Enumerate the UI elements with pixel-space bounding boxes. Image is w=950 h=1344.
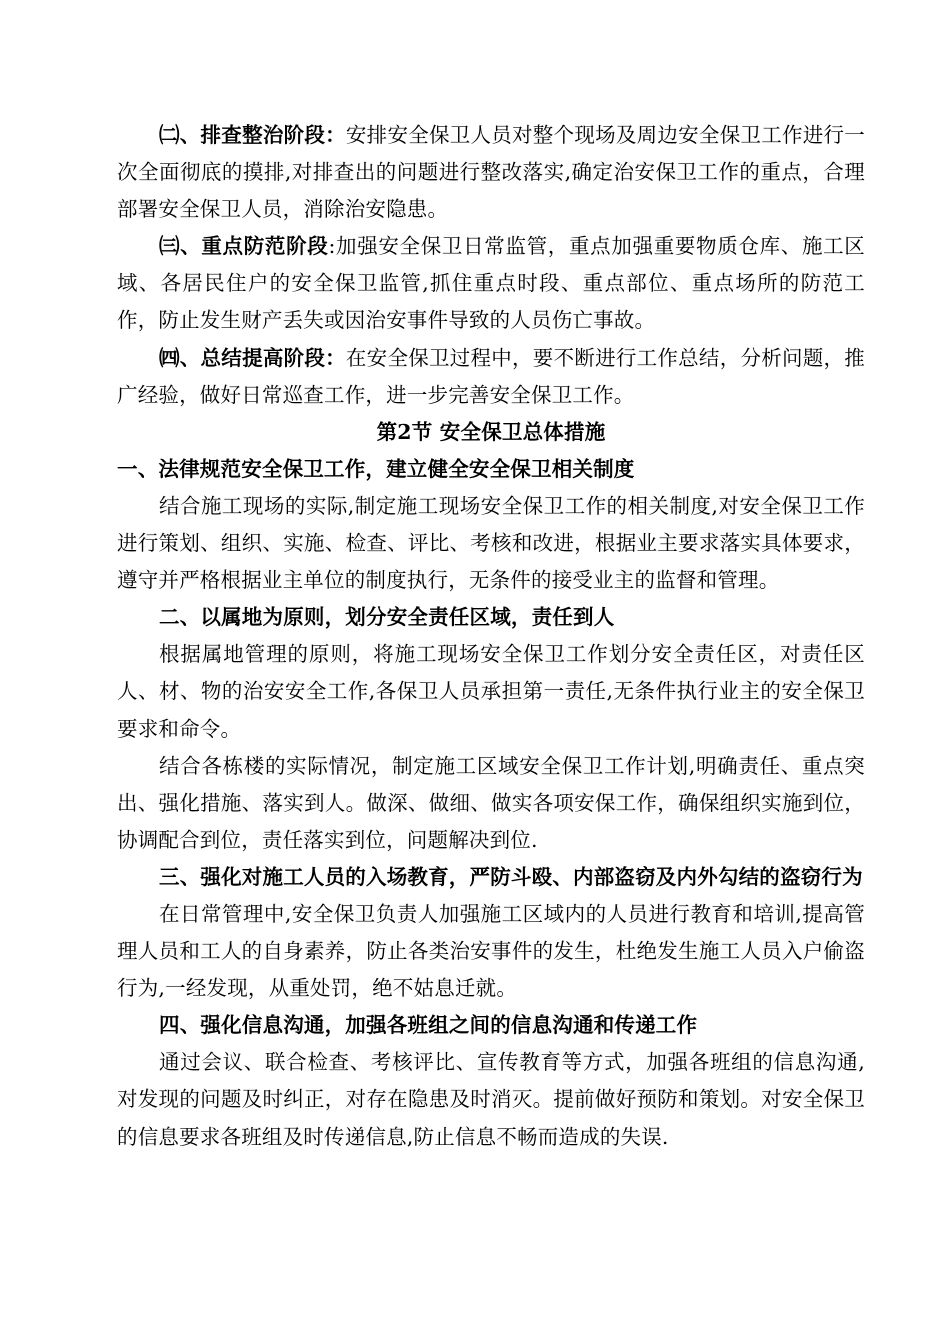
heading-information-communication: 四、强化信息沟通，加强各班组之间的信息沟通和传递工作 [159, 1013, 698, 1038]
body-territorial-principle-a: 根据属地管理的原则，将施工现场安全保卫工作划分安全责任区，对责任区人、材、物的治安安全工作,各保卫人员承担第一责任,无条件执行业主的安全保卫要求和命令。 [117, 642, 865, 741]
paragraph-summary-phase [117, 340, 865, 414]
heading-territorial-principle: 二、以属地为原则，划分安全责任区域，责任到人 [159, 605, 615, 630]
document-body [117, 117, 865, 1156]
body-entry-education: 在日常管理中,安全保卫负责人加强施工区域内的人员进行教育和培训,提高管理人员和工人的自身素养，防止各类治安事件的发生，杜绝发生施工人员入户偷盗行为,一经发现，从重处罚，绝不姑息迁就。 [117, 901, 865, 1001]
paragraph-investigation-phase [117, 117, 865, 228]
body-legal-standards: 结合施工现场的实际,制定施工现场安全保卫工作的相关制度,对安全保卫工作进行策划、组织、实施、检查、评比、考核和改进，根据业主要求落实具体要求，遵守并严格根据业主单位的制度执行，无条件的接受业主的监督和管理。 [117, 493, 865, 593]
paragraph-lead: ㈡、排查整治阶段： [159, 123, 346, 147]
paragraph-lead: ㈣、总结提高阶段： [159, 345, 346, 370]
section-title: 第2节 安全保卫总体措施 [376, 419, 606, 444]
body-information-communication: 通过会议、联合检查、考核评比、宣传教育等方式，加强各班组的信息沟通,对发现的问题及时纠正，对存在隐患及时消灭。提前做好预防和策划。对安全保卫的信息要求各班组及时传递信息,防止信息不畅而造成的失误. [117, 1050, 865, 1149]
paragraph-prevention-phase [117, 228, 865, 339]
heading-entry-education: 三、强化对施工人员的入场教育，严防斗殴、内部盗窃及内外勾结的盗窃行为 [159, 864, 863, 889]
paragraph-text: 安排安全保卫人员对整个现场及周边安全保卫工作进行一次全面彻底的摸排,对排查出的问题进行整改落实,确定治安保卫工作的重点，合理部署安全保卫人员，消除治安隐患。 [117, 123, 865, 222]
body-territorial-principle-b: 结合各栋楼的实际情况，制定施工区域安全保卫工作计划,明确责任、重点突出、强化措施、落实到人。做深、做细、做实各项安保工作，确保组织实施到位，协调配合到位，责任落实到位，问题解决到位. [117, 753, 865, 852]
heading-legal-standards: 一、法律规范安全保卫工作，建立健全安全保卫相关制度 [117, 456, 635, 481]
paragraph-text: :加强安全保卫日常监管，重点加强重要物质仓库、施工区域、各居民住户的安全保卫监管,抓住重点时段、重点部位、重点场所的防范工作，防止发生财产丢失或因治安事件导致的人员伤亡事故。 [117, 234, 865, 333]
paragraph-lead: ㈢、重点防范阶段 [159, 234, 329, 259]
paragraph-text: 在安全保卫过程中，要不断进行工作总结，分析问题，推广经验，做好日常巡查工作，进一步完善安全保卫工作。 [117, 345, 865, 407]
